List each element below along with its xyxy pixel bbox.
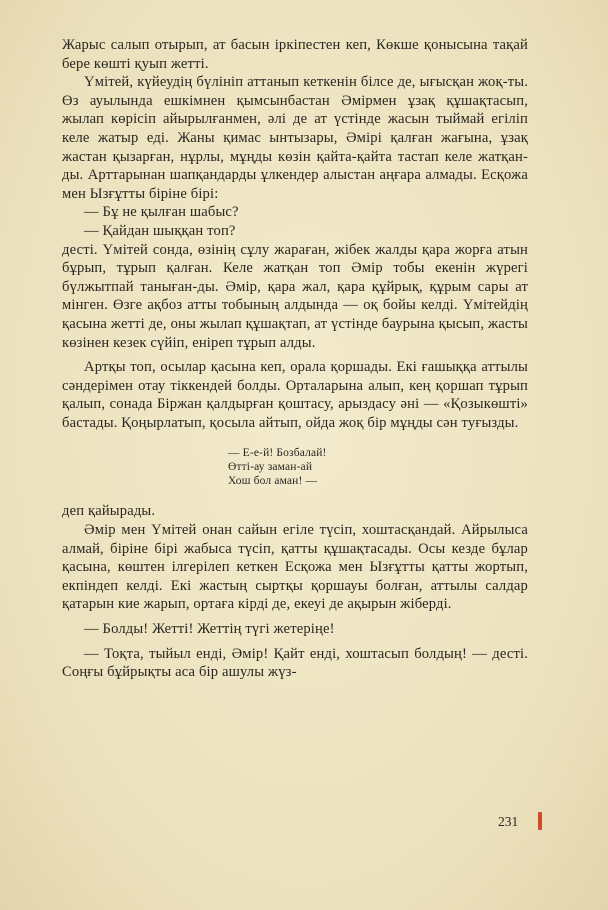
paragraph: Артқы топ, осылар қасына кеп, орала қоршады. Екі ғашыққа аттылы сәндерімен отау тіккендей болды. Орталарына алып, кең қоршап тұрып қалып, сонада Біржан қалдырған қоштасу, арыздасу әні — «Қозыкөшті» бастады. Қоңырлатып, қосыла айтып, ойда жоқ бір мұңды сән туғызды. bbox=[62, 359, 528, 431]
dialogue-line: — Болды! Жетті! Жеттің түгі жетеріңе! bbox=[84, 621, 335, 638]
dialogue-line: — Қайдан шыққан топ? bbox=[84, 222, 236, 239]
paragraph: десті. Үмітей сонда, өзінің сұлу жараған, жібек жалды қара жорға атын бұрып, тұрып қалған. Келе жатқан топ Әмір тобы екенін жүрегі бүлжытпай таныған-ды. Әмір, қара жал, қара құйрық, құрым сары ат мінген. Өзге ақбоз атты тобының алдында — оқ бойы келді. Үмітейдің қасына жетті де, оны жылап құшақтап, ат үстінде баурына қысып, жасты көзінен кезек сүйіп, еніреп тұрып алды. bbox=[62, 241, 528, 351]
verse-line: Өтті-ау заман-ай bbox=[228, 461, 313, 474]
dialogue-line: — Бұ не қылған шабыс? bbox=[84, 204, 239, 221]
song-verse bbox=[228, 446, 528, 488]
paragraph: Жарыс салып отырып, ат басын іркіпестен кеп, Көкше қонысына тақай бере көшті қуып жетті. bbox=[62, 37, 528, 72]
paragraph: Әмір мен Үмітей онан сайын егіле түсіп, хоштасқандай. Айрылыса алмай, біріне бірі жабыса түсіп, қатты құшақтасады. Осы кезде бұлар қасына, көштен ілгерілеп кеткен Есқожа мен Ызғұтты қатты жортып, екпіндеп келді. Екі жастың сыртқы қоршауы болған, аттылы салдар қатарын кие жарып, ортаға кірді де, екеуі де ақырын жіберді. bbox=[62, 522, 528, 613]
paragraph: деп қайырады. bbox=[62, 503, 156, 520]
verse-line: Хош бол аман! — bbox=[228, 475, 318, 488]
paragraph: Үмітей, күйеудің бүлініп аттанып кеткенін білсе де, ығысқан жоқ-ты. Өз ауылында ешкімнен қымсынбастан Әмірмен ұзақ құшақтасып, жылап көрісіп айырылғанмен, әлі де ат үстінде жасын тыймай егіліп келе жатыр еді. Жаны қимас ынтызары, Әмірі қалған жағына, ұзақ жастан қызарған, нұрлы, мұңды көзін қайта-қайта тастап келе жатқан-ды. Арттарынан шапқандарды ұлкендер алыстан аңғара алмады. Есқожа мен Ызғұтты біріне бірі: bbox=[62, 74, 528, 202]
dialogue-line: — Тоқта, тыйыл енді, Әмір! Қайт енді, хоштасып болдың! — десті. Соңғы бұйрықты аса бір ашулы жүз- bbox=[62, 645, 528, 681]
page-number: 231 bbox=[498, 814, 519, 829]
verse-line: — Е-е-й! Бозбалай! bbox=[228, 447, 327, 460]
bookmark-ribbon bbox=[538, 812, 542, 830]
page-text bbox=[62, 36, 528, 682]
